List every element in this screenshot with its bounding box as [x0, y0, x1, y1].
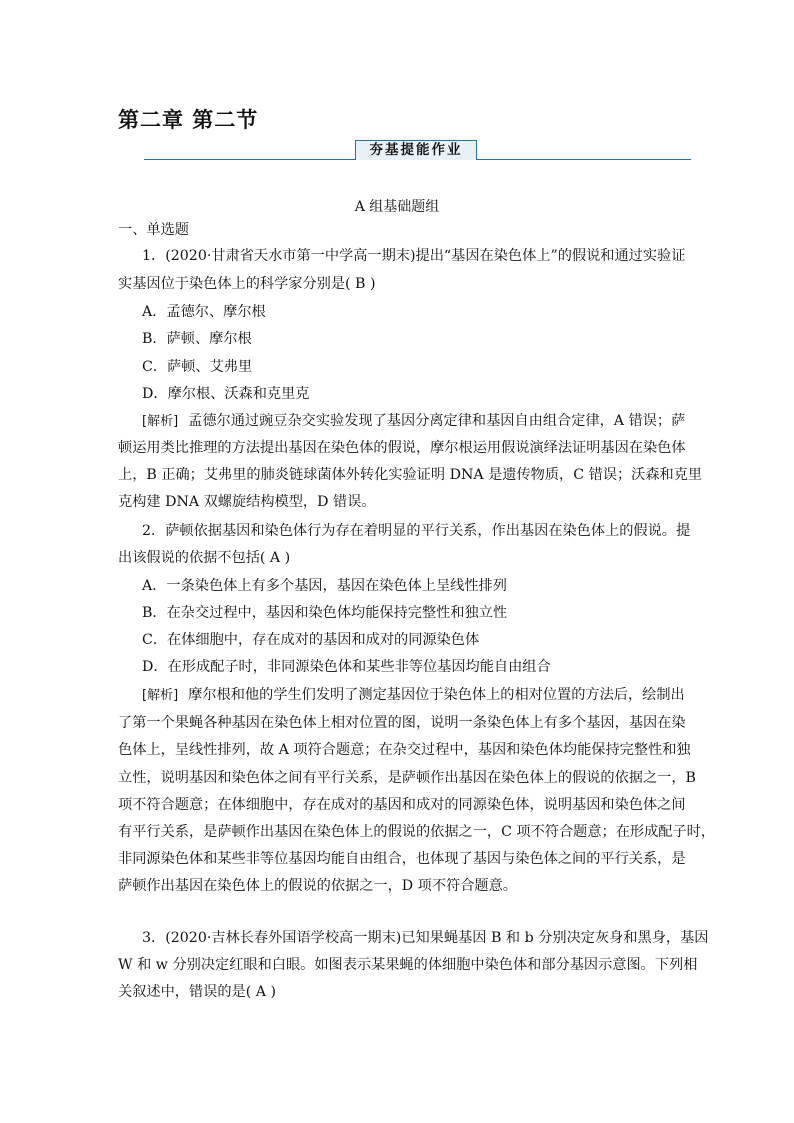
q2-analysis-line7: 非同源染色体和某些非等位基因均能自由组合，也体现了基因与染色体之间的平行关系，是: [118, 851, 686, 867]
q2-analysis-line4: 立性，说明基因和染色体之间有平行关系，是萨顿作出基因在染色体上的假说的依据之一，B: [118, 770, 696, 786]
q1-analysis-line2: 顿运用类比推理的方法提出基因在染色体的假说，摩尔根运用假说演绎法证明基因在染色体: [118, 440, 686, 456]
q2-analysis-tag: [解析]: [142, 688, 179, 703]
q2-option-c: C．在体细胞中，存在成对的基因和成对的同源染色体: [142, 632, 480, 648]
q2-analysis-line8: 萨顿作出基因在染色体上的假说的依据之一，D 项不符合题意。: [118, 878, 517, 894]
q1-option-d: D．摩尔根、沃森和克里克: [142, 386, 310, 402]
q2-analysis-line1: [142, 685, 685, 706]
q2-analysis-line5: 项不符合题意；在体细胞中，存在成对的基因和成对的同源染色体，说明基因和染色体之间: [118, 797, 686, 813]
q2-option-a: A．一条染色体上有多个基因，基因在染色体上呈线性排列: [142, 578, 507, 594]
q1-analysis-line4: 克构建 DNA 双螺旋结构模型，D 错误。: [118, 494, 376, 510]
chapter-title: 第二章 第二节: [118, 108, 259, 132]
q1-stem-line1: 1．(2020·甘肃省天水市第一中学高一期末)提出“基因在染色体上”的假说和通过实验证: [142, 248, 686, 264]
q1-analysis-tag: [解析]: [142, 414, 179, 429]
q3-stem-line3: 关叙述中，错误的是( A ): [118, 984, 277, 1000]
q1-option-c: C．萨顿、艾弗里: [142, 359, 253, 375]
q2-analysis-line2: 了第一个果蝇各种基因在染色体上相对位置的图，说明一条染色体上有多个基因，基因在染: [118, 715, 686, 731]
q1-analysis-line3: 上，B 正确；艾弗里的肺炎链球菌体外转化实验证明 DNA 是遗传物质，C 错误；沃森和克里: [118, 467, 703, 483]
q3-stem-line2: W 和 w 分别决定红眼和白眼。如图表示某果蝇的体细胞中染色体和部分基因示意图。下列相: [118, 957, 698, 973]
q2-stem-line2: 出该假说的依据不包括( A ): [118, 550, 291, 566]
q1-analysis-line1: [142, 411, 686, 432]
q1-option-b: B．萨顿、摩尔根: [142, 331, 252, 347]
q3-stem-line1: 3．(2020·吉林长春外国语学校高一期末)已知果蝇基因 B 和 b 分别决定灰身和黑身，基因: [142, 930, 709, 946]
q2-option-d: D．在形成配子时，非同源染色体和某些非等位基因均能自由组合: [142, 659, 551, 675]
section-heading: 一、单选题: [118, 222, 189, 238]
q1-analysis-text1: 孟德尔通过豌豆杂交实验发现了基因分离定律和基因自由组合定律，A 错误；萨: [188, 413, 686, 429]
q2-stem-line1: 2．萨顿依据基因和染色体行为存在着明显的平行关系，作出基因在染色体上的假说。提: [142, 523, 691, 539]
q1-stem-line2: 实基因位于染色体上的科学家分别是( B ): [118, 276, 376, 292]
q2-analysis-line6: 有平行关系，是萨顿作出基因在染色体上的假说的依据之一，C 项不符合题意；在形成配子时，: [118, 824, 716, 840]
group-title: A 组基础题组: [354, 199, 440, 215]
q2-option-b: B．在杂交过程中，基因和染色体均能保持完整性和独立性: [142, 605, 508, 621]
homework-badge: 夯基提能作业: [355, 140, 477, 160]
q2-analysis-text1: 摩尔根和他的学生们发明了测定基因位于染色体上的相对位置的方法后，绘制出: [188, 687, 685, 703]
q1-option-a: A．孟德尔、摩尔根: [142, 304, 266, 320]
q2-analysis-line3: 色体上，呈线性排列，故 A 项符合题意；在杂交过程中，基因和染色体均能保持完整性和独: [118, 742, 691, 758]
